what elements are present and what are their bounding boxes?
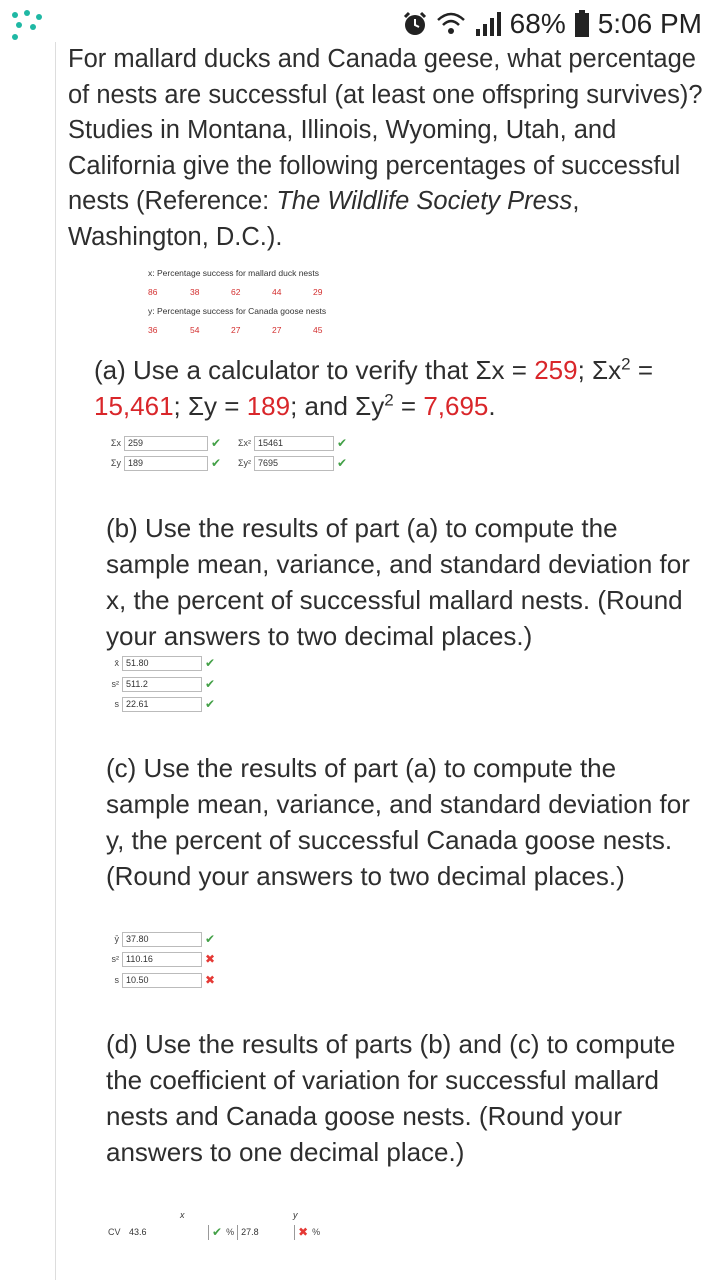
x-value: 29 bbox=[313, 287, 323, 297]
y-value: 45 bbox=[313, 325, 323, 335]
correct-check-icon: ✔ bbox=[211, 456, 222, 470]
x-data-label: x: Percentage success for mallard duck nests bbox=[148, 268, 320, 278]
answer-row-sum-x2: Σx² 15461 ✔ bbox=[237, 436, 348, 450]
sum-y-input[interactable]: 189 bbox=[124, 456, 208, 471]
sum-x2-input[interactable]: 15461 bbox=[254, 436, 334, 451]
answer-row-sum-y: Σy 189 ✔ bbox=[110, 456, 222, 470]
answer-row-mean-x: x̄ 51.80 ✔ bbox=[114, 656, 216, 670]
battery-icon bbox=[574, 10, 590, 38]
part-d-question: (d) Use the results of parts (b) and (c) to compute the coefficient of variation for successful mallard nests and Canada goose nests. (Round your answers to one decimal place.) bbox=[106, 1029, 676, 1167]
correct-check-icon: ✔ bbox=[205, 677, 216, 691]
answer-row-cv bbox=[108, 1223, 320, 1241]
x-value: 44 bbox=[272, 287, 282, 297]
question-card bbox=[55, 42, 720, 1280]
y-data-label: y: Percentage success for Canada goose nests bbox=[148, 306, 327, 316]
y-value: 27 bbox=[272, 325, 282, 335]
x-value: 86 bbox=[148, 287, 158, 297]
sum-y2-input[interactable]: 7695 bbox=[254, 456, 334, 471]
clock: 5:06 PM bbox=[597, 8, 702, 39]
x-data-row bbox=[148, 282, 338, 302]
incorrect-cross-icon: ✖ bbox=[205, 973, 216, 987]
cv-label: CV bbox=[108, 1227, 121, 1237]
data-table bbox=[148, 264, 338, 340]
column-header-y: y bbox=[293, 1210, 298, 1220]
percent-unit: % bbox=[312, 1227, 321, 1237]
sum-x-input[interactable]: 259 bbox=[124, 436, 208, 451]
correct-check-icon: ✔ bbox=[205, 697, 216, 711]
y-value: 27 bbox=[231, 325, 241, 335]
alarm-icon bbox=[402, 11, 428, 37]
battery-percent: 68% bbox=[509, 8, 566, 39]
correct-check-icon: ✔ bbox=[205, 656, 216, 670]
status-bar bbox=[0, 0, 720, 48]
cv-x-input[interactable]: 43.6 bbox=[126, 1225, 208, 1240]
correct-check-icon: ✔ bbox=[205, 932, 216, 946]
part-b-question: (b) Use the results of part (a) to compute the sample mean, variance, and standard deviation for x, the percent of successful mallard nests. (Round your answers to two decimal places.) bbox=[106, 513, 690, 651]
correct-check-icon: ✔ bbox=[212, 1225, 223, 1239]
answer-row-sum-x: Σx 259 ✔ bbox=[110, 436, 222, 450]
problem-intro: For mallard ducks and Canada geese, what percentage of nests are successful (at least one offspring survives)? Studies in Montana, Illinois, Wyoming, Utah, and California give the following percentages of successful nests (Reference: The Wildlife Society Press, Washington, D.C.). bbox=[68, 45, 703, 251]
stdev-x-input[interactable]: 22.61 bbox=[122, 697, 202, 712]
answer-row-variance-y: s² 110.16 ✖ bbox=[111, 952, 216, 966]
y-data-row bbox=[148, 320, 338, 340]
stdev-y-input[interactable]: 10.50 bbox=[122, 973, 202, 988]
x-value: 62 bbox=[231, 287, 241, 297]
wifi-icon bbox=[436, 12, 466, 36]
column-header-x: x bbox=[180, 1210, 185, 1220]
x-value: 38 bbox=[190, 287, 200, 297]
correct-check-icon: ✔ bbox=[337, 436, 348, 450]
correct-check-icon: ✔ bbox=[337, 456, 348, 470]
part-a-question: (a) Use a calculator to verify that Σx = 259; $\Sigma x^2 = 15,461$; Σy = 189; and $\Sigma y^2 = 7,695$. bbox=[94, 354, 653, 421]
mean-x-input[interactable]: 51.80 bbox=[122, 656, 202, 671]
cv-y-input[interactable]: 27.8 bbox=[238, 1225, 294, 1240]
incorrect-cross-icon: ✖ bbox=[205, 952, 216, 966]
answer-row-mean-y: ȳ 37.80 ✔ bbox=[114, 932, 216, 946]
variance-x-input[interactable]: 511.2 bbox=[122, 677, 202, 692]
variance-y-input[interactable]: 110.16 bbox=[122, 952, 202, 967]
answer-row-stdev-x: s 22.61 ✔ bbox=[114, 697, 216, 711]
answer-row-stdev-y: s 10.50 ✖ bbox=[114, 973, 216, 987]
y-value: 54 bbox=[190, 325, 200, 335]
correct-check-icon: ✔ bbox=[211, 436, 222, 450]
mean-y-input[interactable]: 37.80 bbox=[122, 932, 202, 947]
part-c-question: (c) Use the results of part (a) to compute the sample mean, variance, and standard deviation for y, the percent of successful Canada goose nests. (Round your answers to two decimal places.) bbox=[106, 753, 690, 891]
answer-row-variance-x: s² 511.2 ✔ bbox=[111, 677, 216, 691]
answer-row-sum-y2: Σy² 7695 ✔ bbox=[237, 456, 348, 470]
incorrect-cross-icon: ✖ bbox=[298, 1225, 309, 1239]
app-notification-icon bbox=[10, 10, 44, 44]
signal-icon bbox=[474, 11, 502, 37]
y-value: 36 bbox=[148, 325, 158, 335]
percent-unit: % bbox=[226, 1227, 235, 1237]
